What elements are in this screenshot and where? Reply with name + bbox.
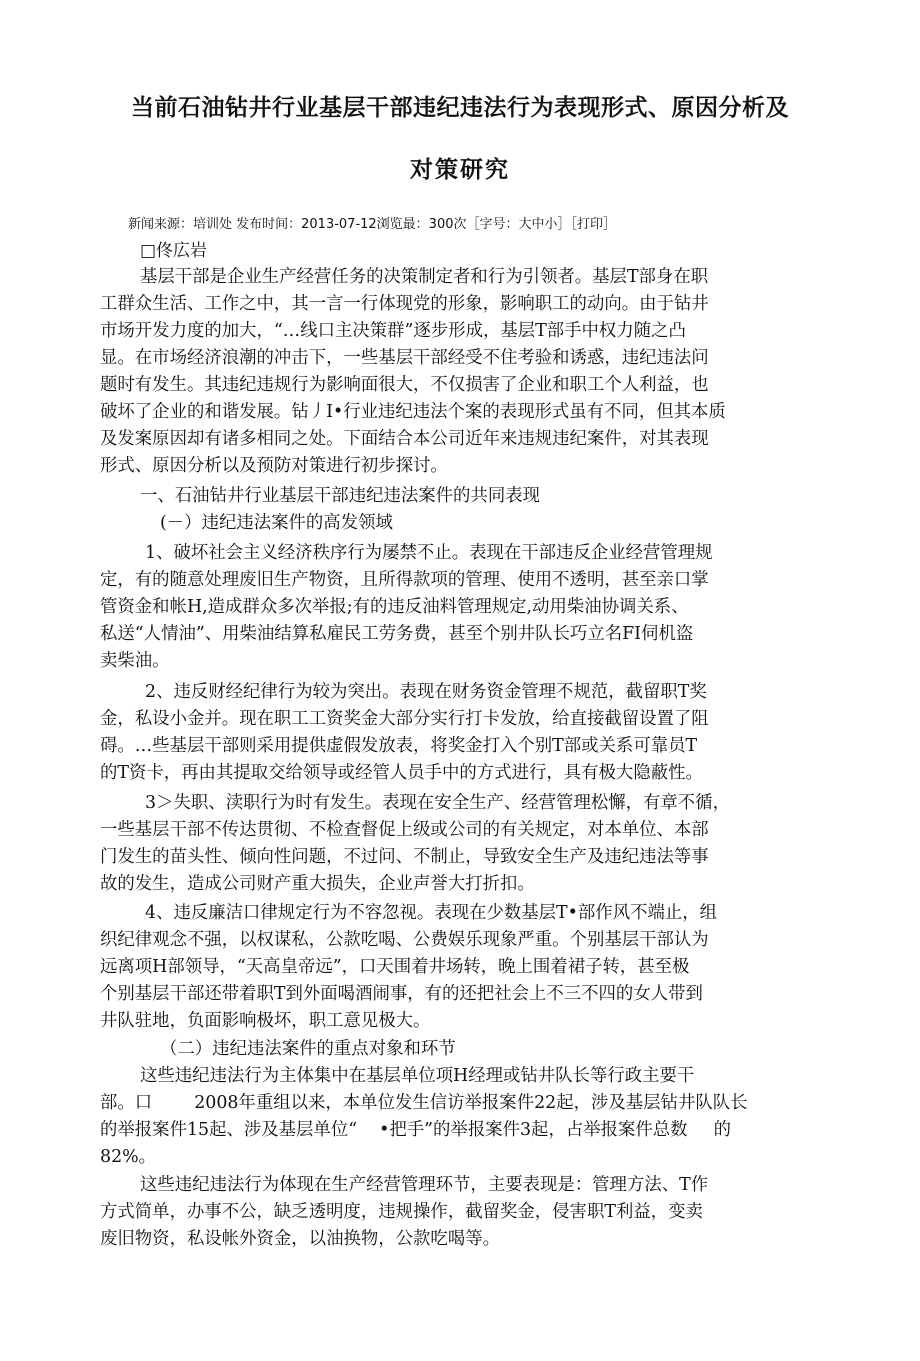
paragraph-line: 3＞失职、渎职行为时有发生。表现在安全生产、经营管理松懈，有章不循， <box>145 793 730 813</box>
paragraph-line: 一些基层干部不传达贯彻、不检查督促上级或公司的有关规定，对本单位、本部 <box>100 820 709 840</box>
paragraph-line: 管资金和帐H,造成群众多次举报;有的违反油料管理规定,动用柴油协调关系、 <box>100 597 689 617</box>
paragraph-line: 织纪律观念不强，以权谋私，公款吃喝、公费娱乐现象严重。个别基层干部认为 <box>100 930 709 950</box>
document-title-line2: 对策研究 <box>410 157 510 183</box>
text-run: 的举报案件15起、涉及基层单位“ <box>100 1120 358 1140</box>
paragraph-line: 市场开发力度的加大，“…线口主决策群”逐步形成，基层T部手中权力随之凸 <box>100 321 686 341</box>
paragraph-line: 基层干部是企业生产经营任务的决策制定者和行为引领者。基层T部身在职 <box>140 267 709 287</box>
paragraph-line: 工群众生活、工作之中，其一言一行体现党的形象，影响职工的动向。由于钻井 <box>100 294 709 314</box>
paragraph-line: 定，有的随意处理废旧生产物资，且所得款项的管理、使用不透明，甚至亲口掌 <box>100 570 709 590</box>
paragraph-line: 这些违纪违法行为体现在生产经营管理环节，主要表现是：管理方法、T作 <box>140 1175 709 1195</box>
paragraph-line: 的T资卡，再由其提取交给领导或经管人员手中的方式进行，具有极大隐蔽性。 <box>100 763 703 783</box>
news-meta-line: 新闻来源：培训处 发布时间：2013-07-12浏览最：300次［字号：大中小］［打印］ <box>128 217 616 232</box>
paragraph-line: 2、违反财经纪律行为较为突出。表现在财务资金管理不规范，截留职T奖 <box>145 682 707 702</box>
paragraph-line: 远离项H部领导，“天高皇帝远”，口天围着井场转，晚上围着裙子转，甚至极 <box>100 957 690 977</box>
paragraph-line: 私送“人情油”、用柴油结算私雇民工劳务费，甚至个别井队长巧立名FI伺机盗 <box>100 624 694 644</box>
section-heading: 一、石油钻井行业基层干部违纪违法案件的共同表现 <box>140 486 540 506</box>
paragraph-line: 门发生的苗头性、倾向性问题，不过问、不制止，导致安全生产及违纪违法等事 <box>100 847 709 867</box>
text-run: •把手”的举报案件3起，占举报案件总数 <box>379 1120 688 1140</box>
paragraph-line <box>100 1117 731 1144</box>
subsection-heading: （二）违纪违法案件的重点对象和环节 <box>160 1039 456 1059</box>
author-line: □佟広岩 <box>140 241 208 261</box>
paragraph-line: 故的发生，造成公司财产重大损失，企业声誉大打折扣。 <box>100 874 535 894</box>
text-run: 2008年重组以来，本单位发生信访举报案件22起，涉及基层钻井队队长 <box>194 1093 748 1113</box>
paragraph-line: 显。在市场经济浪潮的冲击下，一些基层干部经受不住考验和诱惑，违纪违法问 <box>100 348 709 368</box>
paragraph-line <box>100 1090 748 1117</box>
paragraph-line: 个别基层干部还带着职T到外面喝酒闹事，有的还把社会上不三不四的女人带到 <box>100 984 703 1004</box>
paragraph-line: 82%。 <box>100 1147 157 1167</box>
paragraph-line: 4、违反廉洁口律规定行为不容忽视。表现在少数基层T•部作风不端止，组 <box>145 903 718 923</box>
paragraph-line: 这些违纪违法行为主体集中在基层单位项H经理或钻井队长等行政主要干 <box>140 1066 695 1086</box>
subsection-heading: (－）违纪违法案件的高发领域 <box>160 513 393 533</box>
paragraph-line: 题时有发生。其违纪违规行为影响面很大，不仅损害了企业和职工个人利益，也 <box>100 375 709 395</box>
paragraph-line: 卖柴油。 <box>100 651 170 671</box>
paragraph-line: 碍。…些基层干部则采用提供虚假发放表，将奖金打入个别T部或关系可靠员T <box>100 736 698 756</box>
paragraph-line: 及发案原因却有诸多相同之处。下面结合本公司近年来违规违纪案件，对其表现 <box>100 429 709 449</box>
text-run: 部。口 <box>100 1093 153 1113</box>
paragraph-line: 废旧物资，私设帐外资金，以油换物，公款吃喝等。 <box>100 1229 500 1249</box>
paragraph-line: 井队驻地，负面影响极坏，职工意见极大。 <box>100 1011 431 1031</box>
paragraph-line: 形式、原因分析以及预防对策进行初步探讨。 <box>100 456 448 476</box>
paragraph-line: 1、破坏社会主义经济秩序行为屡禁不止。表现在干部违反企业经营管理规 <box>145 543 713 563</box>
paragraph-line: 金，私设小金并。现在职工工资奖金大部分实行打卡发放，给直接截留设置了阻 <box>100 709 709 729</box>
paragraph-line: 方式简单，办事不公，缺乏透明度，违规操作，截留奖金，侵害职T利益，变卖 <box>100 1202 703 1222</box>
text-run: 的 <box>713 1120 731 1140</box>
paragraph-line: 破坏了企业的和谐发展。钻丿I•行业违纪违法个案的表现形式虽有不同，但其本质 <box>100 402 726 422</box>
document-title-line1: 当前石油钻井行业基层干部违纪违法行为表现形式、原因分析及 <box>131 95 789 121</box>
